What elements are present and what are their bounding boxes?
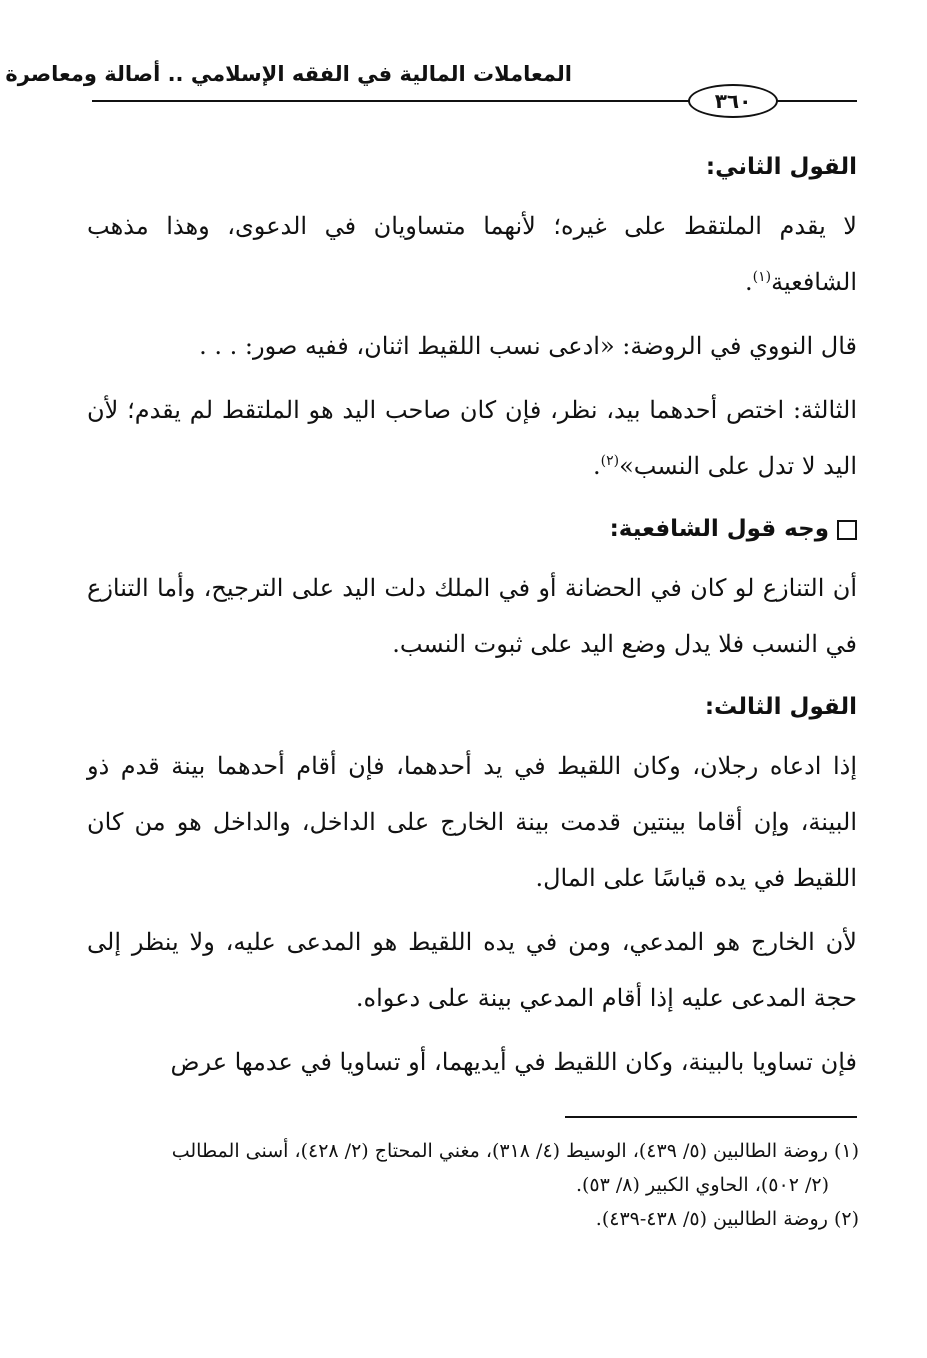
paragraph: فإن تساويا بالبينة، وكان اللقيط في أيديهما، أو تساويا في عدمها عرض [170, 1048, 857, 1076]
heading-third-opinion: القول الثالث: [704, 694, 857, 720]
paragraph: قال النووي في الروضة: «ادعى نسب اللقيط اثنان، ففيه صور: . . . [199, 332, 857, 360]
heading-second-opinion: القول الثاني: [705, 154, 857, 180]
paragraph: إذا ادعاه رجلان، وكان اللقيط في يد أحدهما، فإن أقام أحدهما بينة قدم ذو البينة، وإن أقاما بينتين قدمت بينة الخارج على الداخل، والداخل هو من كان اللقيط في يده قياسًا على المال. [87, 752, 857, 892]
footnotes [84, 1134, 859, 1236]
paragraph: الثالثة: اختص أحدهما بيد، نظر، فإن كان صاحب اليد هو الملتقط لم يقدم؛ لأن اليد لا تدل على النسب»$^{(٢)}$. [87, 396, 857, 480]
footnote-ref[interactable]: (٢) [600, 453, 620, 469]
heading-shafii-reason: وجه قول الشافعية: [87, 502, 857, 556]
running-header-title: المعاملات المالية في الفقه الإسلامي .. أصالة ومعاصرة [5, 62, 572, 86]
paragraph: لا يقدم الملتقط على غيره؛ لأنهما متساويان في الدعوى، وهذا مذهب الشافعية$^{(١)}$. [87, 212, 857, 296]
paragraph: لأن الخارج هو المدعي، ومن في يده اللقيط هو المدعى عليه، ولا ينظر إلى حجة المدعى عليه إذا أقام المدعي بينة على دعواه. [87, 928, 857, 1012]
checkbox-icon [837, 520, 857, 540]
paragraph: أن التنازع لو كان في الحضانة أو في الملك دلت اليد على الترجيح، وأما التنازع في النسب فلا يدل وضع اليد على ثبوت النسب. [87, 574, 857, 658]
footnote-ref[interactable]: (١) [752, 269, 772, 285]
page-number: ٣٦٠ [688, 84, 778, 118]
footnote-rule [565, 1116, 857, 1118]
footnote-1: (١) روضة الطالبين (٥/ ٤٣٩)، الوسيط (٤/ ٣١٨)، مغني المحتاج (٢/ ٤٢٨)، أسنى المطالب (٢/ ٥٠٢)، الحاوي الكبير (٨/ ٥٣). [171, 1140, 859, 1196]
main-text [87, 140, 857, 1098]
footnote-2: (٢) روضة الطالبين (٥/ ٤٣٨-٤٣٩). [595, 1208, 859, 1230]
